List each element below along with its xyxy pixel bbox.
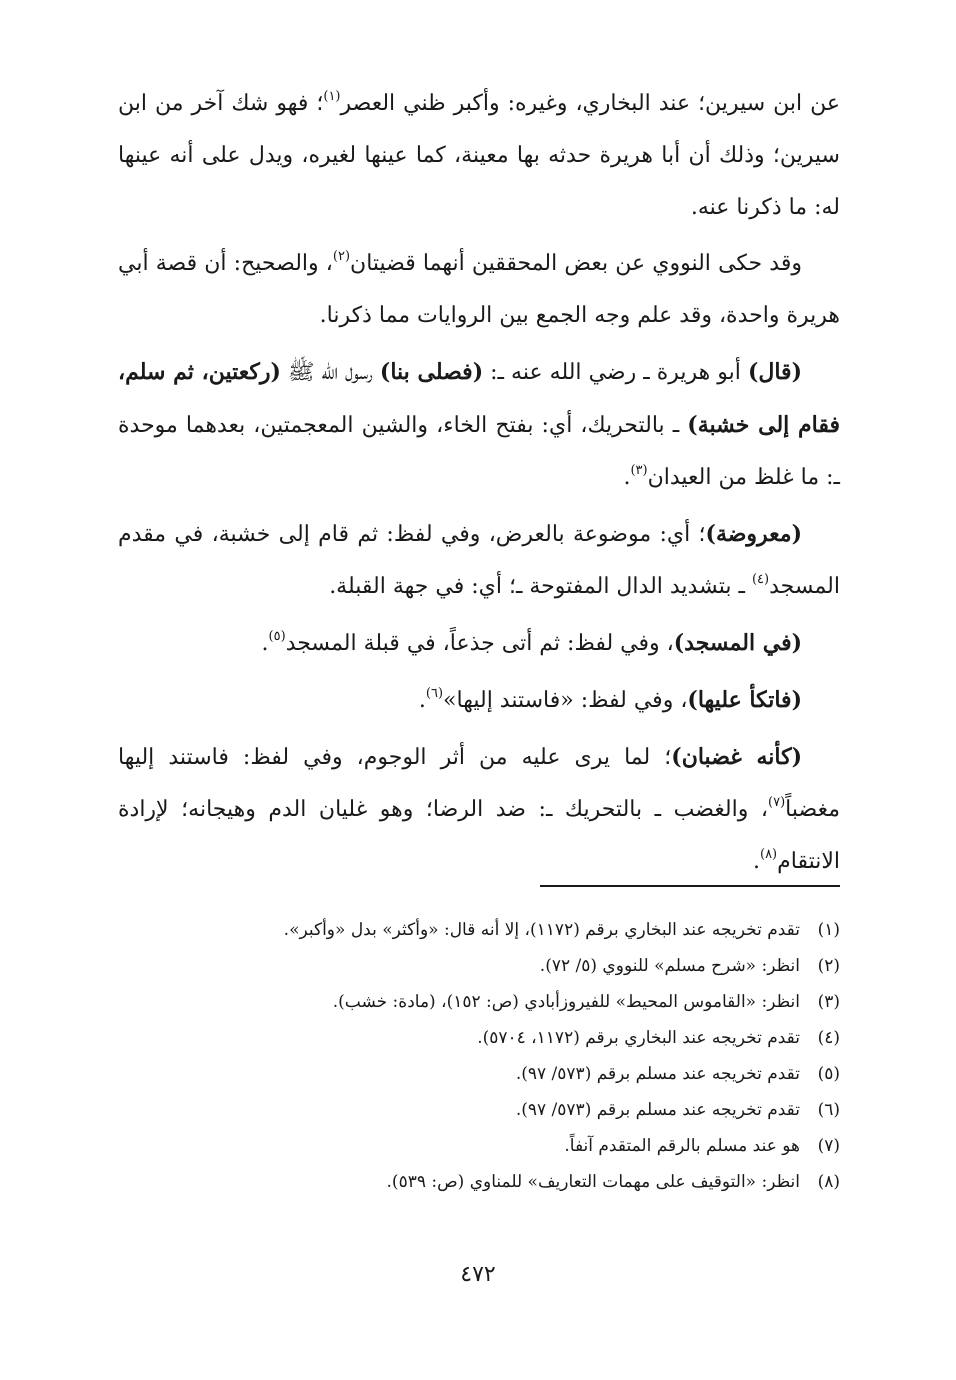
page-number: ٤٧٢ [460, 1262, 496, 1287]
main-text [118, 78, 840, 892]
footnote-number: (٥) [817, 1064, 840, 1084]
footnote-text: تقدم تخريجه عند مسلم برقم (٥٧٣/ ٩٧). [515, 1100, 800, 1120]
footnote-1 [118, 912, 840, 948]
footnote-3 [118, 984, 840, 1020]
footnote-number: (٢) [817, 956, 840, 976]
paragraph-2-text-a: وقد حكى النووي عن بعض المحققين أنهما قضيتان [350, 251, 802, 276]
footnote-number: (٦) [817, 1100, 840, 1120]
matn-phrase: (فصلى بنا) [379, 359, 484, 385]
footnote-number: (٣) [817, 992, 840, 1012]
matn-phrase: (في المسجد) [673, 630, 802, 656]
paragraph-5-text-2: . [261, 631, 269, 656]
footnote-divider [540, 885, 840, 887]
footnote-marker-3[interactable]: (٣) [630, 463, 648, 478]
paragraph-5 [118, 617, 840, 670]
footnote-marker-2[interactable]: (٢) [332, 249, 351, 264]
footnote-7 [118, 1128, 840, 1164]
paragraph-5-text-1: ، وفي لفظ: ثم أتى جذعاً، في قبلة المسجد [285, 631, 674, 656]
footnote-marker-8[interactable]: (٨) [759, 847, 778, 862]
footnote-5 [118, 1056, 840, 1092]
paragraph-3-text-2: رسول الله ﷺ [280, 360, 380, 385]
footnote-number: (٧) [817, 1136, 840, 1156]
footnote-8 [118, 1164, 840, 1200]
paragraph-6-text-2: . [418, 688, 426, 713]
footnote-text: تقدم تخريجه عند مسلم برقم (٥٧٣/ ٩٧). [515, 1064, 800, 1084]
matn-phrase: (ركعتين، ثم سلم، فقام إلى خشبة) [118, 359, 840, 438]
paragraph-2 [118, 238, 840, 342]
footnote-6 [118, 1092, 840, 1128]
paragraph-6-text-1: ، وفي لفظ: «فاستند إليها» [443, 688, 688, 713]
matn-phrase: (قال) [747, 359, 802, 385]
matn-phrase: (فاتكأ عليها) [687, 687, 802, 713]
paragraph-2-text-b: ، والصحيح: أن قصة أبي هريرة واحدة، وقد علم وجه الجمع بين الروايات مما ذكرنا. [118, 251, 840, 328]
footnote-marker-6[interactable]: (٦) [425, 686, 444, 701]
paragraph-6 [118, 674, 840, 727]
footnote-number: (٨) [817, 1172, 840, 1192]
footnote-4 [118, 1020, 840, 1056]
paragraph-7-text-3: . [752, 849, 760, 874]
footnote-marker-1[interactable]: (١) [323, 89, 341, 104]
footnote-marker-7[interactable]: (٧) [768, 795, 786, 810]
matn-phrase: (معروضة) [705, 521, 802, 547]
footnote-text: انظر: «شرح مسلم» للنووي (٥/ ٧٢). [539, 956, 800, 976]
paragraph-3-text-3: ـ بالتحريك، أي: بفتح الخاء، والشين المعجمتين، بعدهما موحدة ـ: ما غلظ من العيدان [118, 413, 840, 490]
footnote-number: (١) [817, 920, 840, 940]
paragraph-3-text-4: . [623, 465, 631, 490]
footnote-text: تقدم تخريجه عند البخاري برقم (١١٧٢، ٥٧٠٤). [477, 1028, 800, 1048]
paragraph-1-text-a: عن ابن سيرين؛ عند البخاري، وغيره: وأكبر ظني العصر [340, 91, 840, 116]
paragraph-7-text-1: ؛ لما يرى عليه من أثر الوجوم، وفي لفظ: فاستند إليها مغضباً [118, 745, 840, 822]
matn-phrase: (كأنه غضبان) [671, 744, 803, 770]
paragraph-3 [118, 346, 840, 504]
paragraph-4-text-2: ـ بتشديد الدال المفتوحة ـ؛ أي: في جهة القبلة. [329, 574, 752, 599]
paragraph-7-text-2: ، والغضب ـ بالتحريك ـ: ضد الرضا؛ وهو غليان الدم وهيجانه؛ لإرادة الانتقام [118, 797, 840, 874]
paragraph-1 [118, 78, 840, 234]
footnote-text: انظر: «القاموس المحيط» للفيروزأبادي (ص: ١٥٢)، (مادة: خشب). [332, 992, 800, 1012]
footnote-number: (٤) [817, 1028, 840, 1048]
footnotes [118, 912, 840, 1200]
footnote-marker-5[interactable]: (٥) [268, 629, 286, 644]
paragraph-3-text-1: أبو هريرة ـ رضي الله عنه ـ: [483, 360, 748, 385]
paragraph-7 [118, 731, 840, 888]
paragraph-4 [118, 508, 840, 613]
footnote-2 [118, 948, 840, 984]
footnote-text: انظر: «التوقيف على مهمات التعاريف» للمناوي (ص: ٥٣٩). [386, 1172, 800, 1192]
footnote-marker-4[interactable]: (٤) [751, 572, 770, 587]
footnote-text: هو عند مسلم بالرقم المتقدم آنفاً. [564, 1136, 800, 1156]
footnote-text: تقدم تخريجه عند البخاري برقم (١١٧٢)، إلا أنه قال: «وأكثر» بدل «وأكبر». [283, 920, 800, 940]
paragraph-1-text-b: ؛ فهو شك آخر من ابن سيرين؛ وذلك أن أبا هريرة حدثه بها معينة، كما عينها لغيره، ويدل على أنه عينها له: ما ذكرنا عنه. [118, 91, 840, 220]
paragraph-4-text-1: ؛ أي: موضوعة بالعرض، وفي لفظ: ثم قام إلى خشبة، في مقدم المسجد [118, 522, 840, 599]
